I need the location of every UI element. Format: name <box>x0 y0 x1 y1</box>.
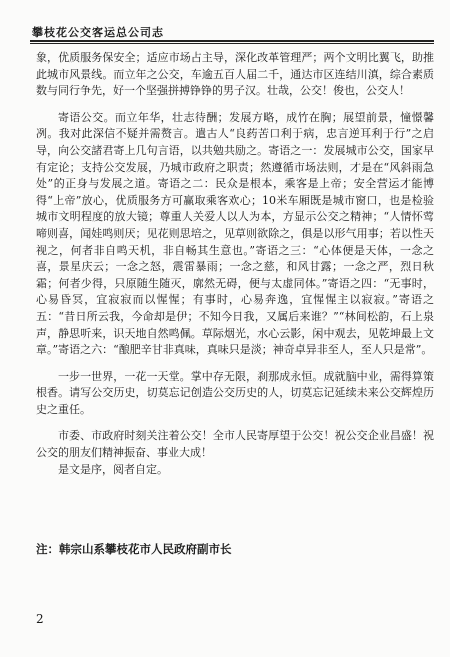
paragraph: 市委、市政府时刻关注着公交！全市人民寄厚望于公交！祝公交企业昌盛！祝公交的朋友们精神振奋、事业大成！ <box>36 429 434 460</box>
body-text <box>36 50 434 488</box>
running-header: 攀枝花公交客运总公司志 <box>32 26 164 39</box>
paragraph: 象，优质服务保安全；适应市场占主导，深化改革管理严；两个文明比翼飞，助推此城市风景线。而立年之公交，车逾五百人届二千，通达市区连结川滇，综合素质数与同行争先，好一个坚强拼搏铮铮的男子汉。壮哉，公交！俊也，公交人！ <box>36 51 434 98</box>
header-rule-thin <box>30 43 434 44</box>
header-rule <box>30 40 434 42</box>
paragraph: 一步一世界，一花一天堂。掌中存无限，刹那成永恒。成就脑中业，需得算策根香。请写公交历史，切莫忘记创造公交历史的人，切莫忘记延续未来公交辉煌历史之重任。 <box>36 369 434 416</box>
paragraph: 是文是序，阅者自定。 <box>58 462 168 476</box>
page-number: 2 <box>36 612 44 626</box>
author-note: 注：韩宗山系攀枝花市人民政府副市长 <box>36 542 232 556</box>
paragraph: 寄语公交。而立年华，壮志待酬；发展方略，成竹在胸；展望前景，憧憬馨冽。我对此深信不疑并需赘言。遣古人“良药苦口利于病，忠言逆耳利于行”之启导，向公交諸君寄上几句言语，以共勉共励之。寄语之一：发展城市公交，国家早有定论；支持公交发展，乃城市政府之职责；然遵循市场法则，才是在“风斜雨急处”的正身与发展之道。寄语之二：民众是根本，乘客是上帝；安全营运才能博得“上帝”放心，优质服务方可赢取乘客欢心；10米车厢既是城市窗口，也是检验城市文明程度的放大镜；尊重人关爱人以人为本，方显示公交之精神；“人情怀莺啼则喜，闻娃鸣则厌；见花则思培之，见草则欲除之，俱是以形气用事；若以性天视之，何者非自鸣天机，非自畅其生意也。”寄语之三：“心体便是天体，一念之喜，景星庆云；一念之怒，震雷暴雨；一念之慈，和风甘露；一念之严，烈日秋霜；何者少得，只原随生随灭，廓然无碍，便与太虚同体。”寄语之四：“无事时，心易昏冥，宜寂寂而以惺惺；有事时，心易奔逸，宜惺惺主以寂寂。”寄语之五：“昔日所云我，今命却是伊；不知今日我，又属后来谁？”“林间松韵，石上泉声，静思听来，识天地自然鸣佩。草际烟光，水心云影，闲中观去，见乾坤最上文章。”寄语之六：“酿肥辛甘非真味，真味只是淡；神奇卓异非至人，至人只是常”。 <box>36 110 434 357</box>
